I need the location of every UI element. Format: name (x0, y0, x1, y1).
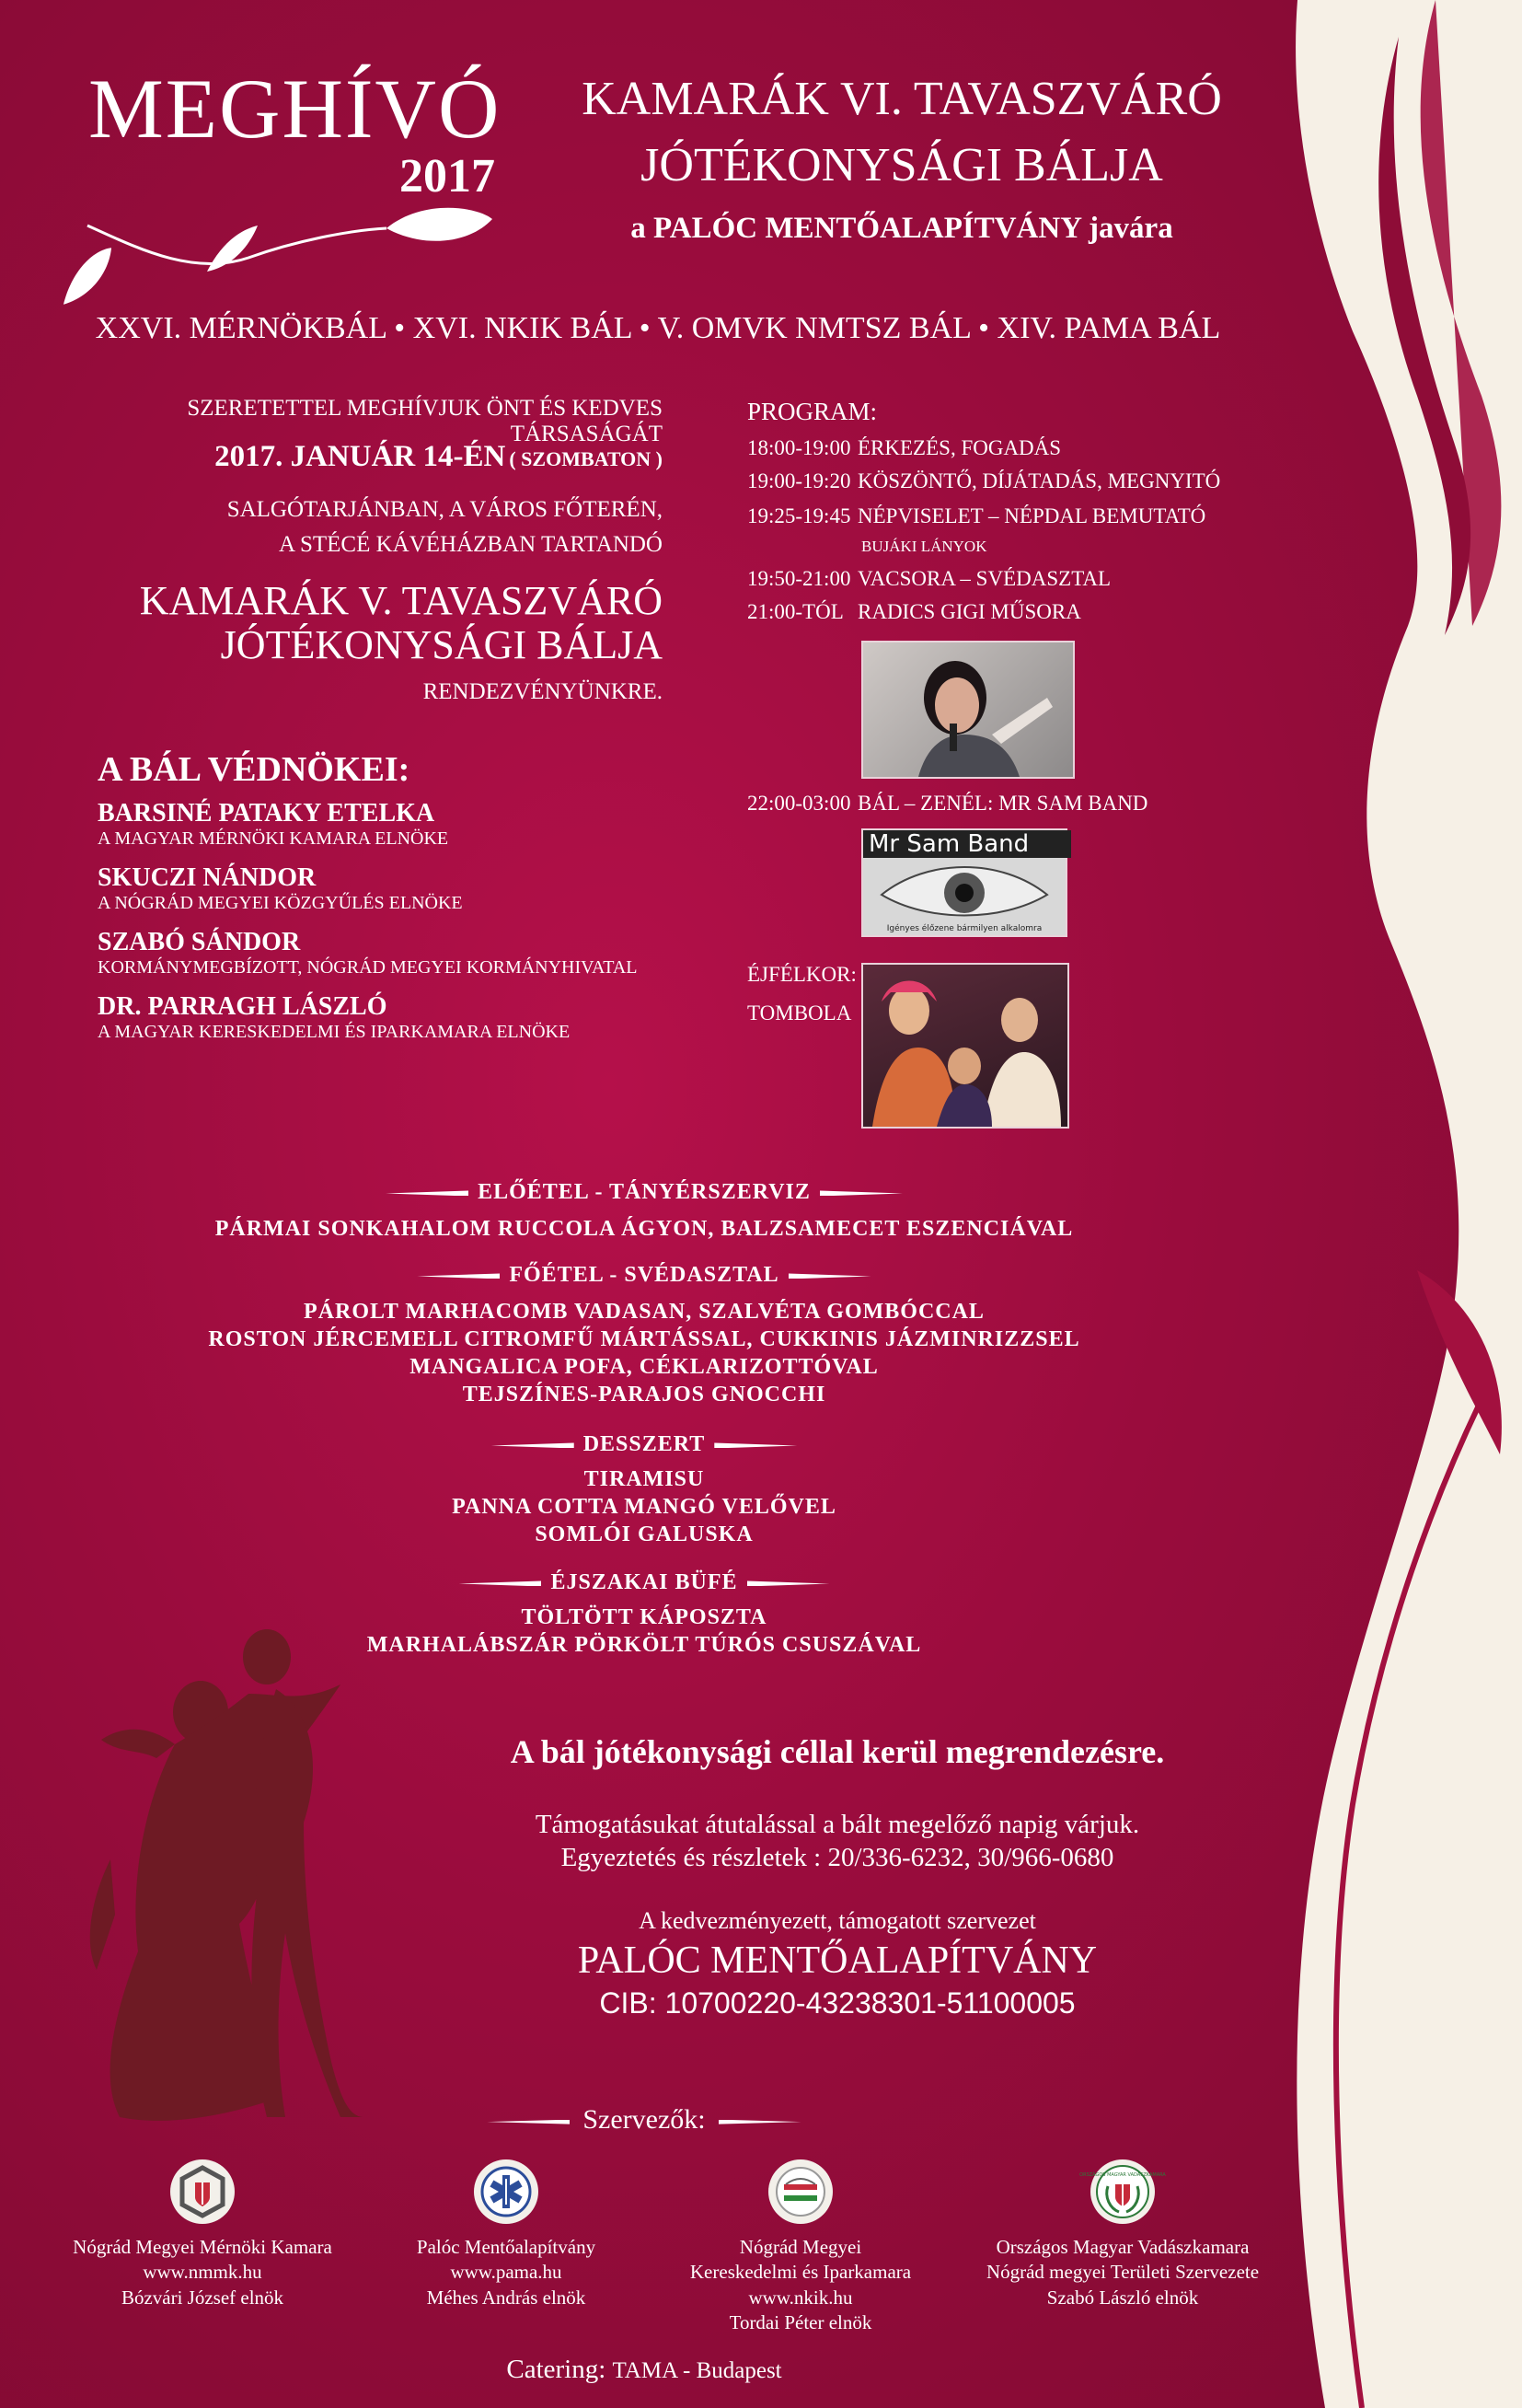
intro-venue-line1: SALGÓTARJÁNBAN, A VÁROS FŐTERÉN, (226, 497, 663, 522)
event-title-line2: JÓTÉKONYSÁGI BÁLJA (640, 139, 1163, 191)
intro-venue-line2: A STÉCÉ KÁVÉHÁZBAN TARTANDÓ (279, 532, 663, 557)
menu-heading-text: DESSZERT (582, 1432, 706, 1456)
menu-heading-dessert (368, 1432, 920, 1457)
organizer-nkik (644, 2159, 957, 2335)
menu-heading-text: ÉJSZAKAI BÜFÉ (550, 1570, 738, 1594)
patron-name: BARSINÉ PATAKY ETELKA (98, 799, 435, 828)
patron-role: A MAGYAR KERESKEDELMI ÉS IPARKAMARA ELNÖKE (98, 1022, 571, 1042)
band-tagline: Igényes élőzene bármilyen alkalomra (886, 924, 1043, 933)
organizer-name-cont: Kereskedelmi és Iparkamara (689, 2261, 912, 2284)
program-text: BÁL – ZENÉL: MR SAM BAND (858, 792, 1148, 815)
program-text: ÉRKEZÉS, FOGADÁS (858, 436, 1062, 459)
patron-item (98, 928, 668, 978)
menu-item: PÁRMAI SONKAHALOM RUCCOLA ÁGYON, BALZSAMECET ESZENCIÁVAL (214, 1217, 1074, 1241)
patron-name: SZABÓ SÁNDOR (98, 928, 301, 956)
omvk-logo-icon (1079, 2159, 1166, 2224)
folk-dancers-image (863, 965, 1067, 1127)
star-of-life-icon (474, 2159, 538, 2224)
menu-item: PÁROLT MARHACOMB VADASAN, SZALVÉTA GOMBÓCCAL (304, 1300, 985, 1324)
patron-role: KORMÁNYMEGBÍZOTT, NÓGRÁD MEGYEI KORMÁNYHIVATAL (98, 957, 638, 978)
menu-heading-night-buffet (368, 1570, 920, 1595)
band-logo (861, 828, 1067, 937)
nkik-logo-icon (768, 2159, 833, 2224)
organizer-url[interactable]: www.pama.hu (450, 2261, 562, 2284)
event-date-text: 2017. JANUÁR 14-ÉN (214, 440, 506, 473)
menu-item: ROSTON JÉRCEMELL CITROMFŰ MÁRTÁSSAL, CUKKINIS JÁZMINRIZZSEL (208, 1327, 1080, 1351)
program-time: 19:00-19:20 (747, 469, 851, 492)
beneficiary-label: A kedvezményezett, támogatott szervezet (639, 1907, 1036, 1934)
menu-item: TEJSZÍNES-PARAJOS GNOCCHI (462, 1383, 826, 1407)
organizer-president: Tordai Péter elnök (729, 2310, 872, 2333)
patron-item (98, 799, 668, 850)
menu-heading-main (368, 1263, 920, 1288)
organizer-url[interactable]: www.nkik.hu (748, 2286, 853, 2309)
program-text: NÉPVISELET – NÉPDAL BEMUTATÓ (858, 504, 1206, 527)
program-row (747, 469, 1220, 493)
program-heading: PROGRAM: (747, 398, 878, 425)
dancing-couple-silhouette (90, 1629, 363, 2121)
patron-name: DR. PARRAGH LÁSZLÓ (98, 992, 387, 1021)
program-sub-note: BUJÁKI LÁNYOK (861, 538, 987, 555)
organizer-mmk (37, 2159, 368, 2310)
program-row (747, 792, 1147, 816)
bank-account: CIB: 10700220-43238301-51100005 (599, 1986, 1076, 2020)
organizer-president: Szabó László elnök (1046, 2286, 1199, 2309)
program-text: VACSORA – SVÉDASZTAL (858, 567, 1112, 590)
menu-heading-text: ELŐÉTEL - TÁNYÉRSZERVIZ (478, 1180, 811, 1204)
organizer-url[interactable]: www.nmmk.hu (143, 2261, 262, 2284)
patron-role: A NÓGRÁD MEGYEI KÖZGYŰLÉS ELNÖKE (98, 893, 463, 913)
program-row (747, 436, 1061, 460)
organizer-name: Nógrád Megyei Mérnöki Kamara (73, 2236, 332, 2258)
omvk-logo-text: ORSZÁGOS MAGYAR VADÁSZKAMARA (1079, 2172, 1166, 2178)
mmk-logo-icon (170, 2159, 235, 2224)
singer-photo (861, 641, 1075, 779)
patron-item (98, 863, 668, 914)
invitation-title: MEGHÍVÓ (88, 62, 502, 156)
program-text: KÖSZÖNTŐ, DÍJÁTADÁS, MEGNYITÓ (858, 469, 1221, 492)
patron-name: SKUCZI NÁNDOR (98, 863, 317, 892)
organizers-heading (423, 2104, 865, 2136)
patron-role: A MAGYAR MÉRNÖKI KAMARA ELNÖKE (98, 828, 449, 849)
catering-label: Catering: (506, 2355, 606, 2384)
event-title-line1: KAMARÁK VI. TAVASZVÁRÓ (582, 73, 1222, 125)
catering-name: TAMA - Budapest (612, 2358, 782, 2383)
midnight-label: ÉJFÉLKOR: (747, 963, 857, 986)
menu-item: MARHALÁBSZÁR PÖRKÖLT TÚRÓS CSUSZÁVAL (366, 1633, 922, 1657)
band-logo-text: Mr Sam Band (863, 830, 1071, 858)
menu-item: TIRAMISU (583, 1467, 705, 1491)
organizers-heading-text: Szervezők: (582, 2104, 706, 2135)
program-row (747, 567, 1111, 591)
menu-heading-starter (368, 1180, 920, 1205)
tombola-label: TOMBOLA (747, 1001, 852, 1025)
beneficiary-name: PALÓC MENTŐALAPÍTVÁNY (577, 1939, 1098, 1982)
organizer-name: Palóc Mentőalapítvány (416, 2236, 596, 2258)
organizer-name-cont: Nógrád megyei Területi Szervezete (986, 2261, 1260, 2284)
program-time: 19:25-19:45 (747, 504, 851, 527)
menu-heading-text: FŐÉTEL - SVÉDASZTAL (509, 1263, 779, 1287)
program-time: 21:00-TÓL (747, 600, 844, 623)
charity-headline: A bál jótékonysági céllal kerül megrendezésre. (510, 1733, 1165, 1770)
menu-item: TÖLTÖTT KÁPOSZTA (521, 1605, 767, 1629)
event-date (74, 440, 663, 474)
ball-series-list: XXVI. MÉRNÖKBÁL • XVI. NKIK BÁL • V. OMVK NMTSZ BÁL • XIV. PAMA BÁL (95, 311, 1221, 345)
event-day-text: ( SZOMBATON ) (509, 447, 663, 470)
intro-closing: RENDEZVÉNYÜNKRE. (422, 679, 663, 704)
intro-line1: SZERETETTEL MEGHÍVJUK ÖNT ÉS KEDVES TÁRSASÁGÁT (187, 396, 663, 446)
event-beneficiary: a PALÓC MENTŐALAPÍTVÁNY javára (630, 212, 1173, 245)
organizer-name: Nógrád Megyei (739, 2236, 862, 2258)
program-row (747, 504, 1205, 528)
invitation-year: 2017 (399, 150, 495, 203)
program-text: RADICS GIGI MŰSORA (858, 600, 1081, 623)
eye-icon (863, 830, 1066, 935)
program-time: 19:50-21:00 (747, 567, 851, 590)
intro-event-line2: JÓTÉKONYSÁGI BÁLJA (220, 622, 663, 667)
patrons-heading: A BÁL VÉDNÖKEI: (98, 750, 410, 789)
program-time: 18:00-19:00 (747, 436, 851, 459)
organizer-president: Méhes András elnök (426, 2286, 586, 2309)
intro-event-line1: KAMARÁK V. TAVASZVÁRÓ (139, 578, 663, 623)
singer-photo-image (863, 643, 1073, 777)
tombola-photo (861, 963, 1069, 1129)
organizer-pama (350, 2159, 663, 2310)
charity-support-text: Támogatásukat átutalással a bált megelőző napig várjuk. (535, 1810, 1140, 1839)
program-time: 22:00-03:00 (747, 792, 851, 815)
charity-contact: Egyeztetés és részletek : 20/336-6232, 30/966-0680 (560, 1843, 1114, 1872)
menu-item: MANGALICA POFA, CÉKLARIZOTTÓVAL (409, 1355, 879, 1379)
patron-item (98, 992, 668, 1043)
organizer-name: Országos Magyar Vadászkamara (996, 2236, 1250, 2258)
menu-item: PANNA COTTA MANGÓ VELŐVEL (452, 1495, 836, 1519)
organizer-president: Bózvári József elnök (121, 2286, 284, 2309)
organizer-omvk (929, 2159, 1316, 2310)
catering-line (368, 2355, 920, 2385)
program-row (747, 600, 1081, 624)
menu-item: SOMLÓI GALUSKA (535, 1522, 754, 1546)
